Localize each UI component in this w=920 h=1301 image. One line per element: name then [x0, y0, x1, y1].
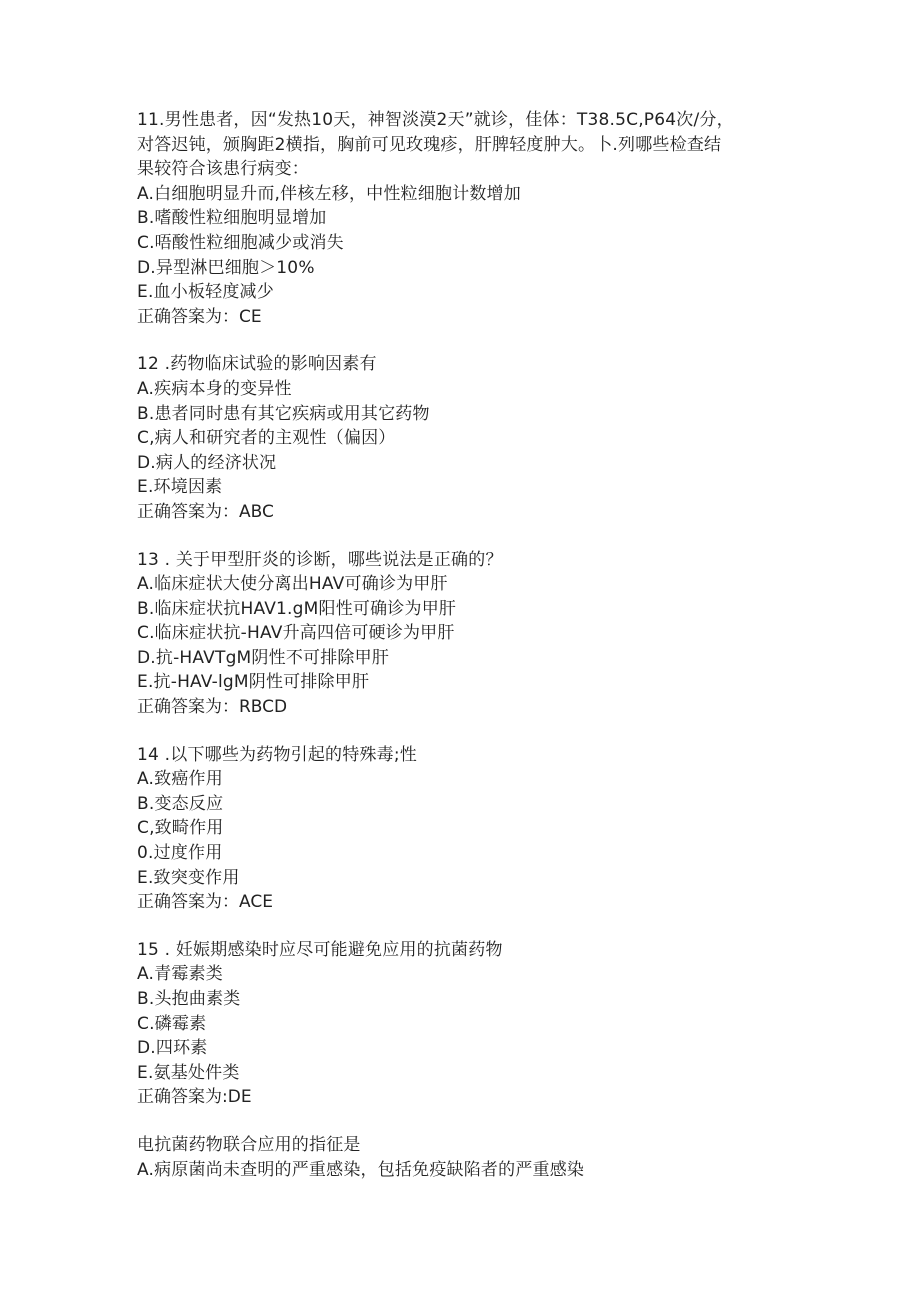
- option-e: E.氨基处件类: [137, 1062, 240, 1083]
- question-stem-line: 对答迟钝，颁胸距2横指，胸前可见玫瑰疹，肝脾轻度肿大。卜.列哪些检查结: [137, 134, 722, 155]
- option-e: E.致突变作用: [137, 867, 240, 888]
- option-a: A.青霉素类: [137, 964, 223, 985]
- option-a: A.临床症状大使分离出HAV可确诊为甲肝: [137, 574, 448, 595]
- correct-answer: 正确答案为：RBCD: [137, 697, 288, 718]
- option-d: D.抗-HAVTgM阴性不可排除甲肝: [137, 647, 390, 668]
- option-c: C.临床症状抗-HAV升高四倍可硬诊为甲肝: [137, 623, 455, 644]
- question-stem-line: 果较符合该患行病变：: [137, 159, 309, 180]
- option-c: C.唔酸性粒细胞减少或消失: [137, 232, 344, 253]
- question-stem-line: 13 . 关于甲型肝炎的诊断，哪些说法是正确的？: [137, 549, 503, 570]
- option-d: D.异型淋巴细胞＞10%: [137, 257, 315, 278]
- option-a: A.病原菌尚未查明的严重感染，包括免疫缺陷者的严重感染: [137, 1159, 585, 1180]
- question-stem-line: 15 . 妊娠期感染时应尽可能避免应用的抗菌药物: [137, 939, 503, 960]
- question-16: [137, 1133, 797, 1182]
- option-e: E.血小板轻度减少: [137, 282, 274, 303]
- correct-answer: 正确答案为：ACE: [137, 892, 273, 913]
- option-e: E.环境因素: [137, 477, 223, 498]
- option-b: B.患者同时患有其它疾病或用其它药物: [137, 403, 430, 424]
- option-a: A.白细胞明显升而,伴核左移，中性粒细胞计数增加: [137, 183, 521, 204]
- option-a: A.疾病本身的变异性: [137, 378, 292, 399]
- document-page: [137, 108, 797, 1205]
- option-a: A.致癌作用: [137, 769, 223, 790]
- correct-answer: 正确答案为：CE: [137, 306, 262, 327]
- question-13: [137, 548, 797, 720]
- option-c: C,病人和研究者的主观性（偏因）: [137, 428, 396, 449]
- option-d: 0.过度作用: [137, 843, 223, 864]
- correct-answer: 正确答案为：ABC: [137, 501, 274, 522]
- option-b: B.头抱曲素类: [137, 989, 241, 1009]
- option-c: C.磷霉素: [137, 1013, 207, 1034]
- question-12: [137, 352, 797, 524]
- option-b: B.变态反应: [137, 793, 224, 814]
- correct-answer: 正确答案为:DE: [137, 1087, 252, 1108]
- question-stem-line: 电抗菌药物联合应用的指征是: [137, 1134, 361, 1155]
- question-stem-line: 11.男性患者，因“发热10天，神智淡漠2天”就诊，佳体：T38.5C,P64次/分，: [137, 110, 734, 130]
- option-b: B.临床症状抗HAV1.gM阳性可确诊为甲肝: [137, 598, 457, 619]
- option-e: E.抗-HAV-lgM阴性可排除甲肝: [137, 672, 370, 693]
- question-stem-line: 14 .以下哪些为药物引起的特殊毒;性: [137, 744, 417, 765]
- question-14: [137, 743, 797, 915]
- option-b: B.嗜酸性粒细胞明显增加: [137, 208, 327, 229]
- question-11: [137, 108, 797, 329]
- option-c: C,致畸作用: [137, 818, 224, 839]
- question-15: [137, 938, 797, 1110]
- option-d: D.四环素: [137, 1038, 208, 1059]
- option-d: D.病人的经济状况: [137, 452, 277, 473]
- question-stem-line: 12 .药物临床试验的影响因素有: [137, 354, 377, 375]
